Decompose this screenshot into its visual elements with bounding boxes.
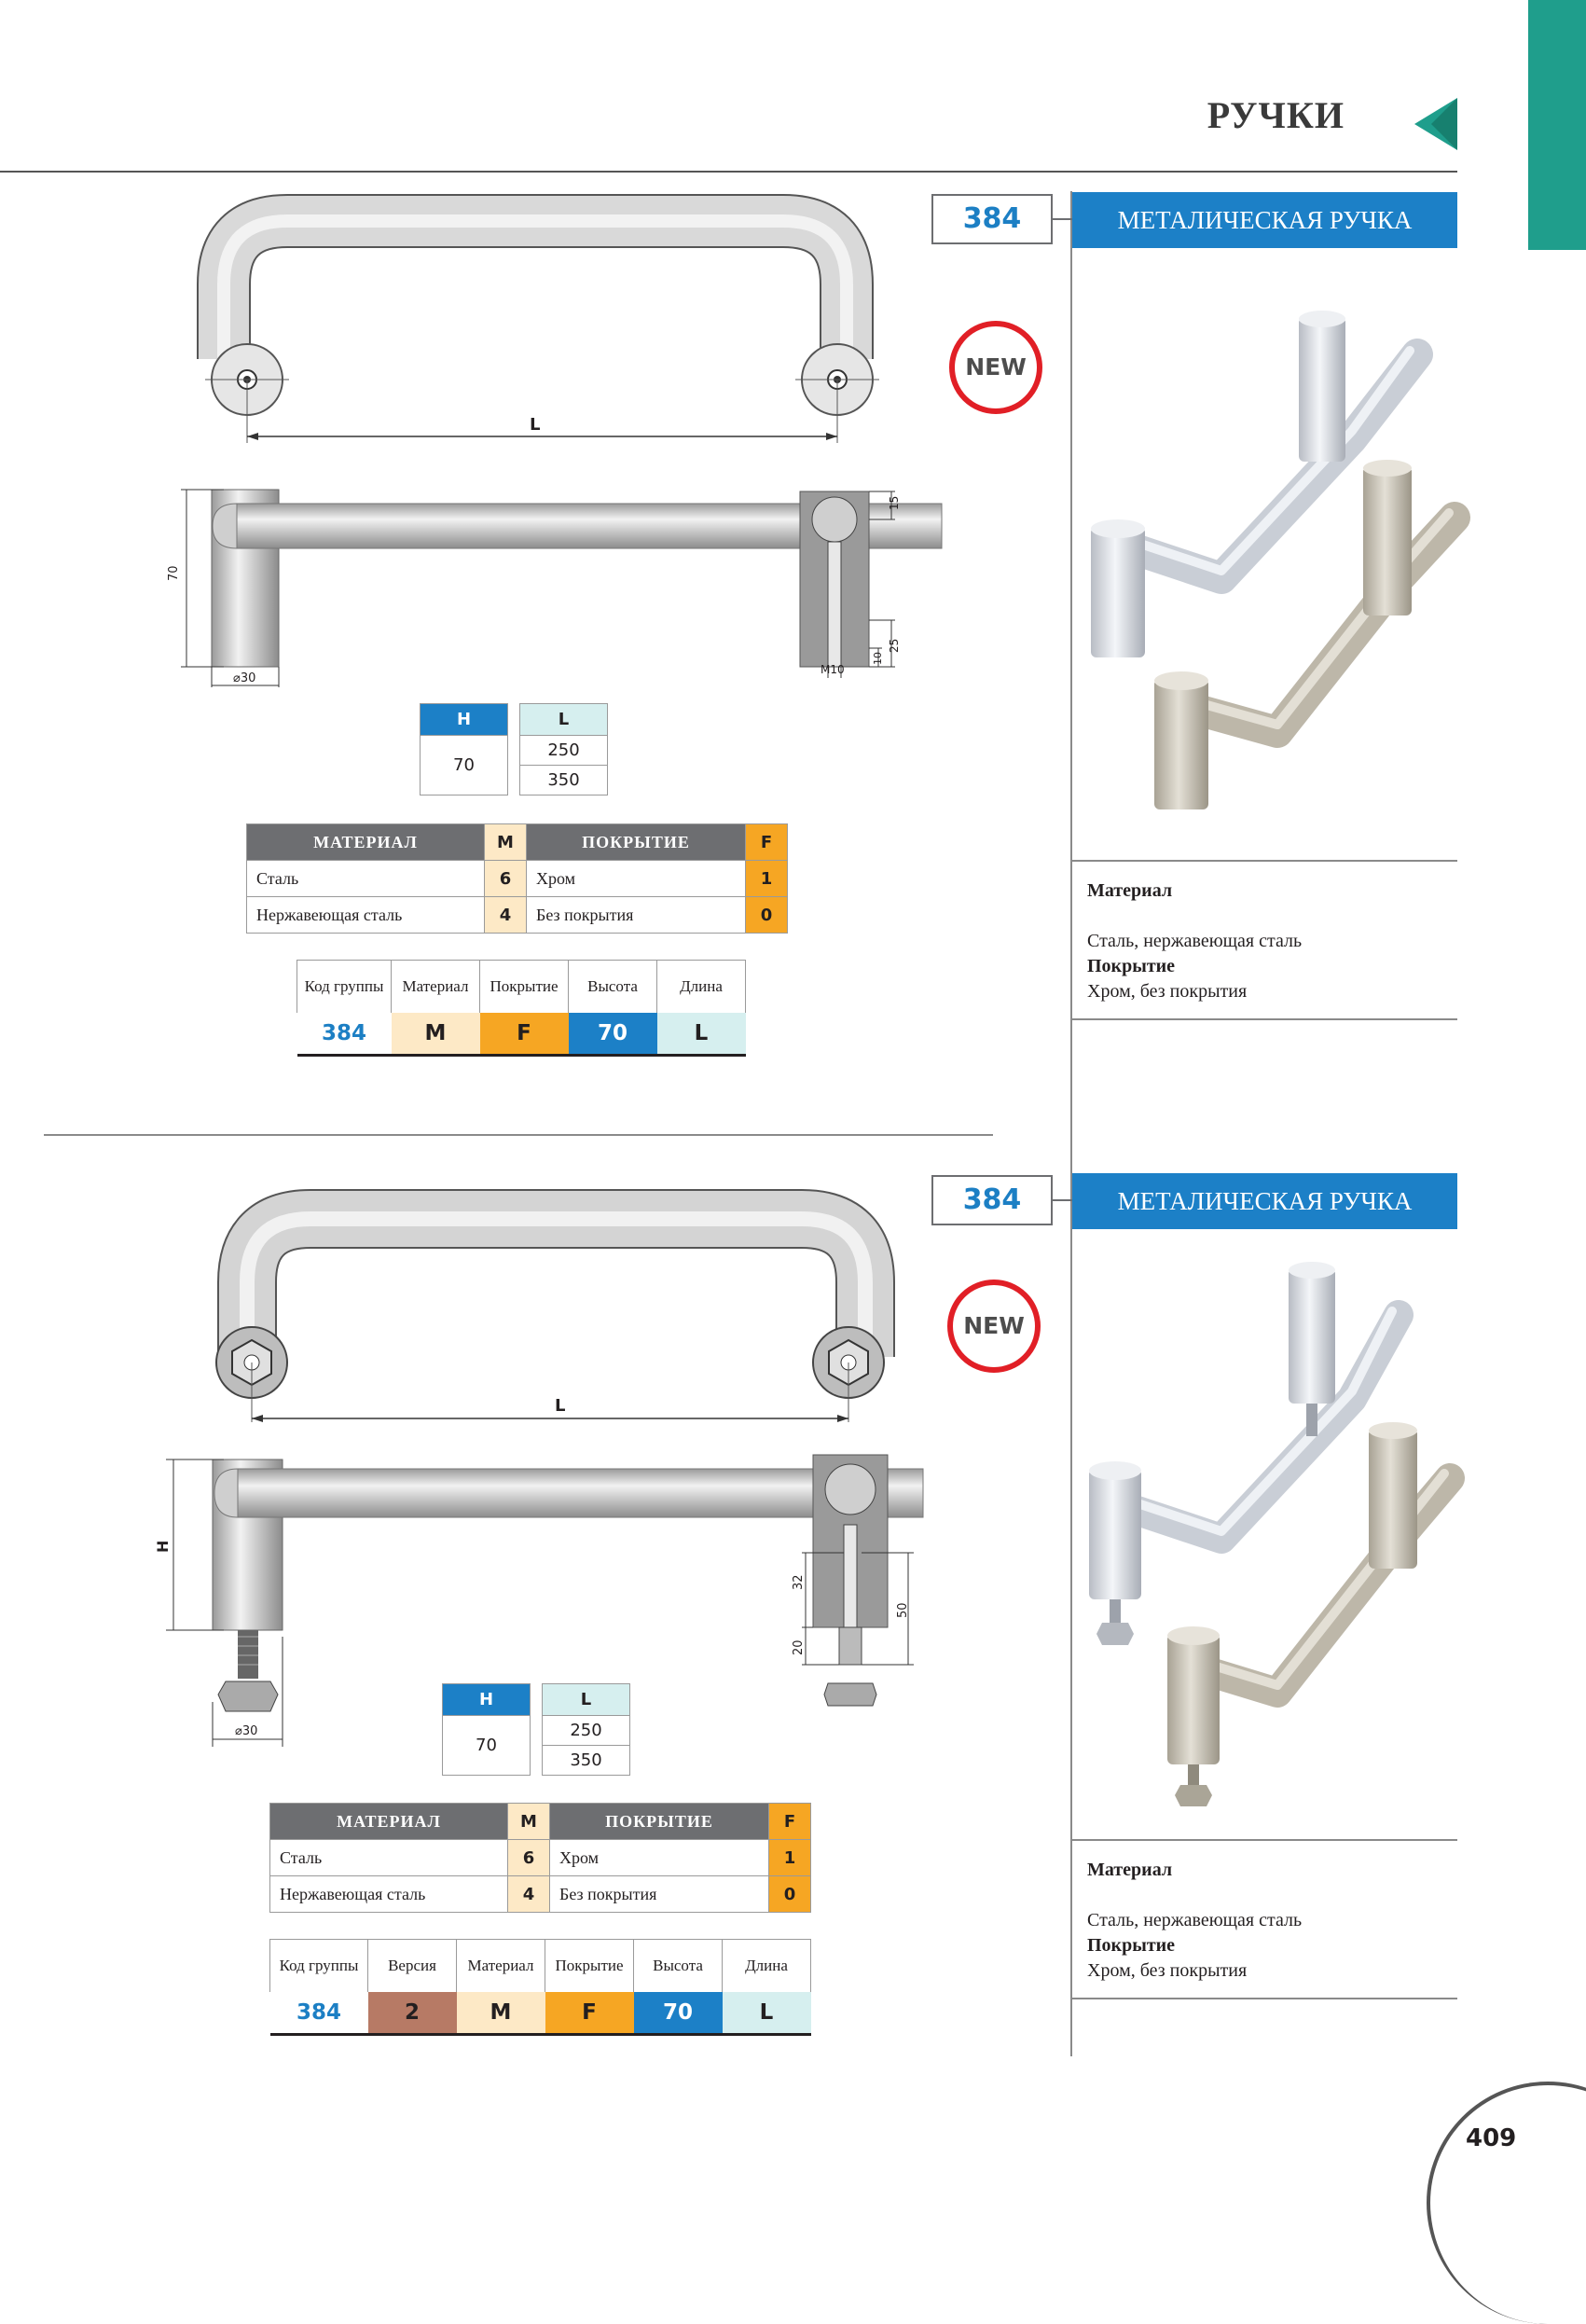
handle-front-drawing <box>196 1198 904 1441</box>
coating-header: ПОКРЫТИЕ <box>550 1804 769 1840</box>
product-code-box: 384 <box>931 194 1053 244</box>
size-table <box>420 703 608 795</box>
code-label: Материал <box>457 1940 545 1993</box>
dim-L: L <box>555 1396 566 1416</box>
material-code-header: M <box>508 1804 550 1840</box>
size-h-value: 70 <box>421 736 508 795</box>
dim-diameter: ⌀30 <box>235 1724 258 1738</box>
product-info <box>1072 1839 1457 1999</box>
info-coating-label: Покрытие <box>1087 1935 1176 1956</box>
material-table <box>269 1803 811 1913</box>
material-code: 4 <box>485 897 527 934</box>
code-label: Материал <box>392 961 480 1014</box>
header-divider <box>0 171 1457 173</box>
size-h-header: H <box>443 1684 531 1716</box>
coating-code: 0 <box>746 897 788 934</box>
code-label: Длина <box>657 961 746 1014</box>
coating-code-header: F <box>769 1804 811 1840</box>
size-l-header: L <box>543 1684 630 1716</box>
dim-L: L <box>530 415 541 435</box>
code-value: F <box>480 1013 569 1056</box>
material-code: 6 <box>485 861 527 897</box>
chapter-tab <box>1528 0 1586 250</box>
code-value: L <box>723 1992 811 2035</box>
info-material-value: Сталь, нержавеющая сталь <box>1087 1910 1303 1930</box>
coating-name: Без покрытия <box>550 1876 769 1913</box>
section-divider <box>44 1134 993 1136</box>
dim-50: 50 <box>896 1602 910 1618</box>
info-coating-value: Хром, без покрытия <box>1087 981 1248 1002</box>
size-l-value: 250 <box>543 1716 630 1746</box>
code-value: 384 <box>270 1992 368 2035</box>
code-value: 70 <box>569 1013 657 1056</box>
material-code: 6 <box>508 1840 550 1876</box>
code-value: 384 <box>297 1013 392 1056</box>
dim-height: 70 <box>167 565 181 581</box>
column-divider <box>1070 191 1072 2056</box>
code-label: Покрытие <box>480 961 569 1014</box>
material-name: Нержавеющая сталь <box>247 897 485 934</box>
page-number: 409 <box>1466 2124 1517 2152</box>
code-label: Версия <box>368 1940 457 1993</box>
info-coating-value: Хром, без покрытия <box>1087 1960 1248 1981</box>
product-photo <box>1082 1259 1455 1809</box>
coating-code-header: F <box>746 824 788 861</box>
code-value: M <box>392 1013 480 1056</box>
dim-height: H <box>154 1540 172 1553</box>
size-h-value: 70 <box>443 1716 531 1776</box>
dim-32: 32 <box>792 1574 806 1590</box>
material-name: Сталь <box>247 861 485 897</box>
coating-name: Хром <box>527 861 746 897</box>
code-label: Код группы <box>270 1940 368 1993</box>
size-l-header: L <box>520 704 608 736</box>
info-material-value: Сталь, нержавеющая сталь <box>1087 931 1303 951</box>
size-h-header: H <box>421 704 508 736</box>
code-label: Высота <box>634 1940 723 1993</box>
size-l-value: 250 <box>520 736 608 766</box>
dim-20: 20 <box>792 1639 806 1655</box>
dim-10: 10 <box>872 652 884 665</box>
product-name-header: МЕТАЛИЧЕСКАЯ РУЧКА <box>1072 1173 1457 1229</box>
info-material-label: Материал <box>1087 880 1173 901</box>
product-photo <box>1082 298 1455 821</box>
new-badge: NEW <box>947 1280 1041 1373</box>
code-value: F <box>545 1992 634 2035</box>
material-name: Нержавеющая сталь <box>270 1876 508 1913</box>
size-l-value: 350 <box>543 1746 630 1776</box>
new-badge: NEW <box>949 321 1042 414</box>
code-label: Покрытие <box>545 1940 634 1993</box>
code-value: 2 <box>368 1992 457 2035</box>
coating-header: ПОКРЫТИЕ <box>527 824 746 861</box>
material-name: Сталь <box>270 1840 508 1876</box>
material-code-header: M <box>485 824 527 861</box>
coating-code: 1 <box>769 1840 811 1876</box>
coating-name: Хром <box>550 1840 769 1876</box>
code-value: L <box>657 1013 746 1056</box>
info-coating-label: Покрытие <box>1087 956 1176 976</box>
handle-side-drawing <box>168 480 914 695</box>
material-header: МАТЕРИАЛ <box>247 824 485 861</box>
order-code-table <box>269 1939 811 2036</box>
dim-15: 15 <box>888 495 901 510</box>
product-name-header: МЕТАЛИЧЕСКАЯ РУЧКА <box>1072 192 1457 248</box>
info-material-label: Материал <box>1087 1860 1173 1880</box>
product-code-box: 384 <box>931 1175 1053 1225</box>
coating-code: 0 <box>769 1876 811 1913</box>
material-header: МАТЕРИАЛ <box>270 1804 508 1840</box>
code-connector <box>1053 1199 1073 1201</box>
product-info <box>1072 860 1457 1020</box>
material-code: 4 <box>508 1876 550 1913</box>
page-number-arc <box>1427 2082 1586 2324</box>
code-label: Высота <box>569 961 657 1014</box>
order-code-table <box>297 960 746 1057</box>
dim-diameter: ⌀30 <box>233 671 256 685</box>
code-label: Код группы <box>297 961 392 1014</box>
code-label: Длина <box>723 1940 811 1993</box>
coating-code: 1 <box>746 861 788 897</box>
handle-front-drawing <box>196 210 895 452</box>
dim-thread: M10 <box>821 663 845 676</box>
code-connector <box>1053 218 1073 220</box>
size-l-value: 350 <box>520 766 608 795</box>
title-arrow-icon <box>1414 98 1457 150</box>
coating-name: Без покрытия <box>527 897 746 934</box>
dim-25: 25 <box>888 638 901 653</box>
material-table <box>246 823 788 934</box>
code-value: M <box>457 1992 545 2035</box>
page-title: РУЧКИ <box>1207 94 1345 136</box>
code-value: 70 <box>634 1992 723 2035</box>
size-table <box>442 1683 630 1776</box>
